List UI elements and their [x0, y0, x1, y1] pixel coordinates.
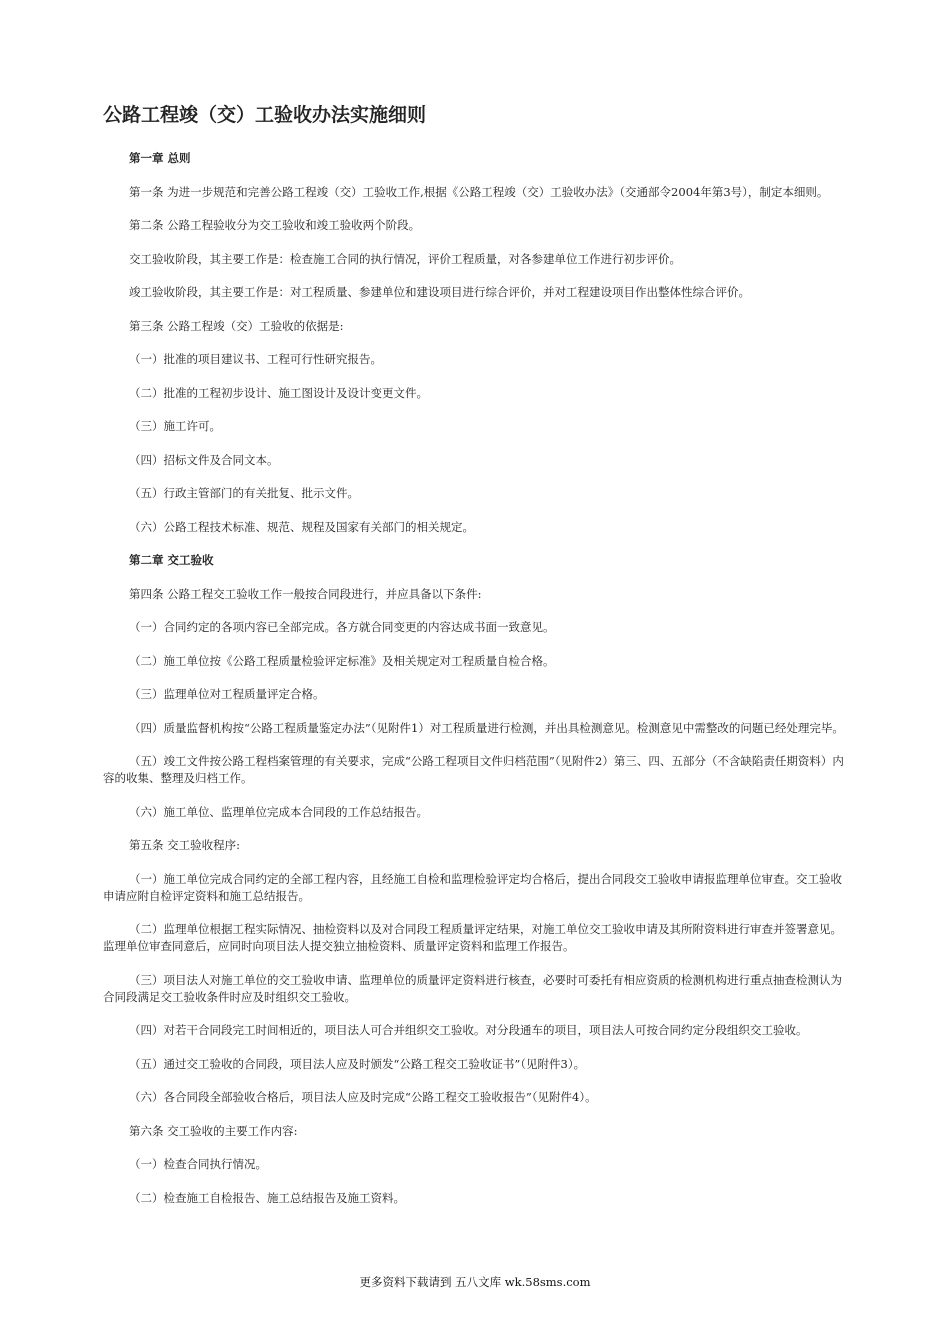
- paragraph: （二）施工单位按《公路工程质量检验评定标准》及相关规定对工程质量自检合格。: [129, 653, 555, 668]
- paragraph: （一）施工单位完成合同约定的全部工程内容，且经施工自检和监理检验评定均合格后，提出合同段交工验收申请报监理单位审查。交工验收申请应附自检评定资料和施工总结报告。: [103, 871, 842, 903]
- document-title: 公路工程竣（交）工验收办法实施细则: [103, 104, 427, 126]
- page-footer: 更多资料下载请到 五八文库 wk.58sms.com: [359, 1275, 591, 1289]
- paragraph: （五）竣工文件按公路工程档案管理的有关要求，完成“公路工程项目文件归档范围”（见附件2）第三、四、五部分（不含缺陷责任期资料）内容的收集、整理及归档工作。: [103, 754, 844, 785]
- paragraph: （六）施工单位、监理单位完成本合同段的工作总结报告。: [129, 804, 428, 819]
- paragraph: （二）检查施工自检报告、施工总结报告及施工资料。: [129, 1190, 405, 1205]
- paragraph: （五）行政主管部门的有关批复、批示文件。: [129, 486, 359, 500]
- paragraph: （二）批准的工程初步设计、施工图设计及设计变更文件。: [129, 385, 428, 400]
- paragraph: 第三条 公路工程竣（交）工验收的依据是:: [129, 318, 344, 333]
- paragraph: 第二条 公路工程验收分为交工验收和竣工验收两个阶段。: [129, 218, 421, 232]
- chapter-heading: 第一章 总则: [129, 151, 191, 165]
- paragraph: （六）公路工程技术标准、规范、规程及国家有关部门的相关规定。: [129, 519, 474, 534]
- paragraph: 交工验收阶段，其主要工作是：检查施工合同的执行情况，评价工程质量，对各参建单位工作进行初步评价。: [129, 251, 681, 266]
- chapter-heading: 第二章 交工验收: [129, 553, 214, 567]
- paragraph: （四）质量监督机构按“公路工程质量鉴定办法”（见附件1）对工程质量进行检测，并出具检测意见。检测意见中需整改的问题已经处理完毕。: [129, 720, 844, 735]
- paragraph: （一）合同约定的各项内容已全部完成。各方就合同变更的内容达成书面一致意见。: [129, 620, 555, 634]
- paragraph: （六）各合同段全部验收合格后，项目法人应及时完成“公路工程交工验收报告”（见附件4）。: [129, 1090, 597, 1104]
- paragraph: 第一条 为进一步规范和完善公路工程竣（交）工验收工作,根据《公路工程竣（交）工验收办法》（交通部令2004年第3号），制定本细则。: [129, 184, 829, 199]
- paragraph: 第四条 公路工程交工验收工作一般按合同段进行，并应具备以下条件:: [129, 586, 482, 601]
- paragraph: （四）招标文件及合同文本。: [129, 452, 279, 467]
- paragraph: （二）监理单位根据工程实际情况、抽检资料以及对合同段工程质量评定结果，对施工单位交工验收申请及其所附资料进行审查并签署意见。监理单位审查同意后，应同时向项目法人提交独立抽检资料、质量评定资料和监理工作报告。: [103, 922, 842, 953]
- paragraph: （三）施工许可。: [129, 419, 221, 433]
- paragraph: 第六条 交工验收的主要工作内容:: [129, 1123, 298, 1138]
- paragraph: （三）项目法人对施工单位的交工验收申请、监理单位的质量评定资料进行核查，必要时可委托有相应资质的检测机构进行重点抽查检测认为合同段满足交工验收条件时应及时组织交工验收。: [103, 972, 842, 1004]
- paragraph: （一）批准的项目建议书、工程可行性研究报告。: [129, 352, 382, 366]
- paragraph: （五）通过交工验收的合同段，项目法人应及时颁发“公路工程交工验收证书”（见附件3）。: [129, 1056, 586, 1071]
- paragraph: （四）对若干合同段完工时间相近的，项目法人可合并组织交工验收。对分段通车的项目，项目法人可按合同约定分段组织交工验收。: [129, 1023, 808, 1037]
- paragraph: 竣工验收阶段，其主要工作是：对工程质量、参建单位和建设项目进行综合评价，并对工程建设项目作出整体性综合评价。: [129, 285, 750, 299]
- paragraph: （一）检查合同执行情况。: [129, 1157, 267, 1171]
- document-body: [103, 150, 851, 1223]
- paragraph: 第五条 交工验收程序:: [129, 838, 241, 852]
- paragraph: （三）监理单位对工程质量评定合格。: [129, 687, 325, 701]
